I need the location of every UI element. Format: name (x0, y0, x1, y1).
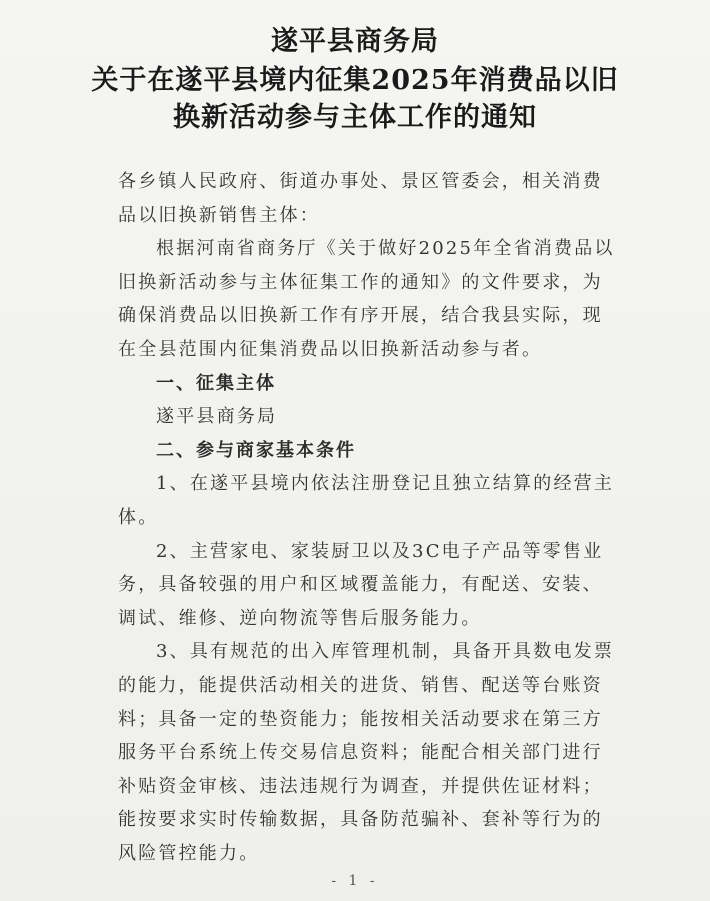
condition-item-2: 2、主营家电、家装厨卫以及3C电子产品等零售业务，具备较强的用户和区域覆盖能力，有配送、安装、调试、维修、逆向物流等售后服务能力。 (118, 540, 604, 629)
condition-item-3: 3、具有规范的出入库管理机制，具备开具数电发票的能力，能提供活动相关的进货、销售、配送等台账资料；具备一定的垫资能力；能按相关活动要求在第三方服务平台系统上传交易信息资料；能配合相关部门进行补贴资金审核、违法违规行为调查，并提供佐证材料；能按要求实时传输数据，具备防范骗补、套补等行为的风险管控能力。 (118, 641, 615, 864)
section-2-heading: 二、参与商家基本条件 (156, 439, 356, 461)
section-1-heading: 一、征集主体 (156, 372, 276, 394)
page-number: - 1 - (331, 873, 379, 889)
document-title-line-2: 换新活动参与主体工作的通知 (173, 102, 537, 133)
document-body (118, 165, 618, 870)
document-title-line-1: 关于在遂平县境内征集2025年消费品以旧 (91, 65, 619, 96)
document-issuer: 遂平县商务局 (271, 26, 439, 57)
section-1-text: 遂平县商务局 (156, 406, 278, 428)
condition-item-1: 1、在遂平县境内依法注册登记且独立结算的经营主体。 (118, 473, 615, 528)
salutation: 各乡镇人民政府、街道办事处、景区管委会，相关消费品以旧换新销售主体： (118, 171, 603, 226)
intro-paragraph: 根据河南省商务厅《关于做好2025年全省消费品以旧换新活动参与主体征集工作的通知》的文件要求，为确保消费品以旧换新工作有序开展，结合我县实际，现在全县范围内征集消费品以旧换新活动参与者。 (118, 238, 615, 360)
